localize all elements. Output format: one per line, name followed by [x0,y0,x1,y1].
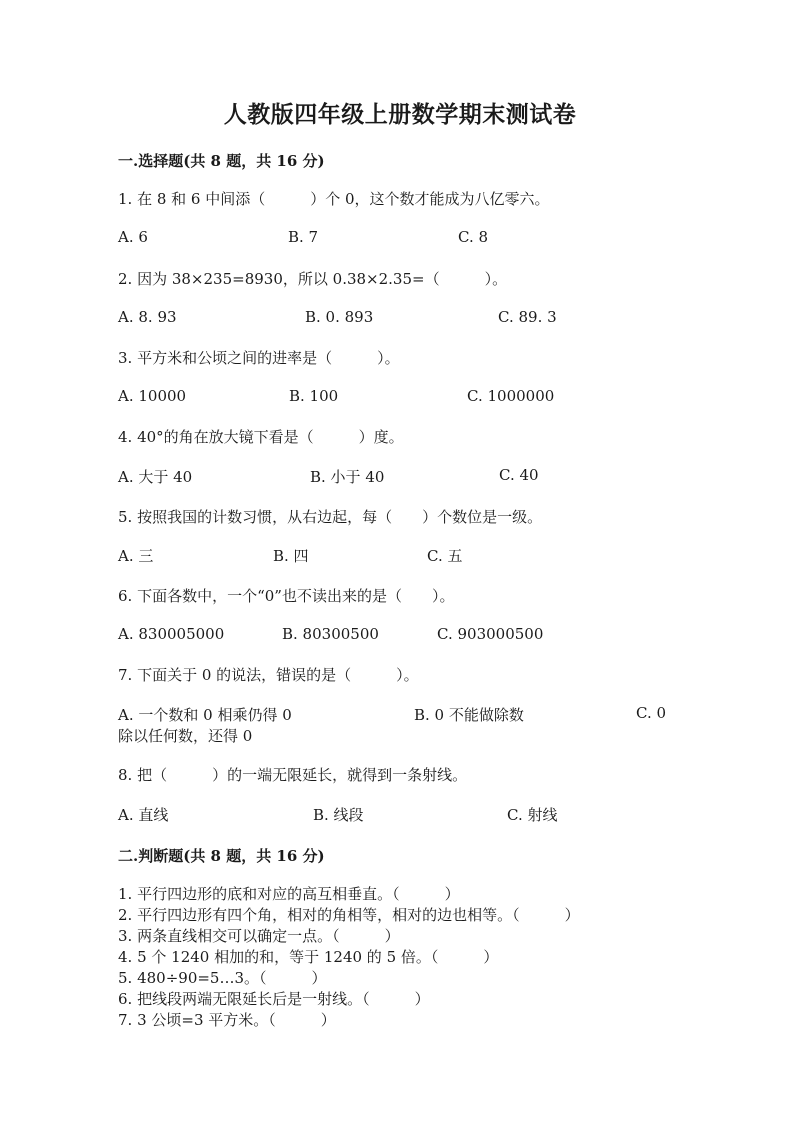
judgment-item-2: 2. 平行四边形有四个角，相对的角相等，相对的边也相等。（ ） [118,906,580,924]
question-5-option-c: C. 五 [427,547,463,565]
question-4: 4. 40°的角在放大镜下看是（ ）度。 [118,428,404,446]
question-3: 3. 平方米和公顷之间的进率是（ ）。 [118,349,400,367]
question-5-option-b: B. 四 [273,547,309,565]
question-3-option-a: A. 10000 [118,387,187,405]
judgment-item-5: 5. 480÷90=5…3。（ ） [118,969,327,987]
question-2-option-c: C. 89. 3 [498,308,557,326]
question-8-option-a: A. 直线 [118,806,169,824]
question-6: 6. 下面各数中，一个“0”也不读出来的是（ ）。 [118,587,455,605]
judgment-item-7: 7. 3 公顷=3 平方米。（ ） [118,1011,336,1029]
question-8-option-b: B. 线段 [313,806,364,824]
question-3-option-c: C. 1000000 [467,387,555,405]
judgment-item-1: 1. 平行四边形的底和对应的高互相垂直。（ ） [118,885,460,903]
question-1-option-a: A. 6 [118,228,148,246]
question-7-option-a: A. 一个数和 0 相乘仍得 0 [118,706,292,724]
question-7-option-b: B. 0 不能做除数 [414,706,524,724]
question-4-option-a: A. 大于 40 [118,468,193,486]
question-1-option-c: C. 8 [458,228,489,246]
question-8: 8. 把（ ）的一端无限延长，就得到一条射线。 [118,766,468,784]
judgment-item-6: 6. 把线段两端无限延长后是一射线。（ ） [118,990,430,1008]
question-1-option-b: B. 7 [288,228,319,246]
question-4-option-c: C. 40 [499,466,539,484]
question-2-option-b: B. 0. 893 [305,308,374,326]
question-6-option-b: B. 80300500 [282,625,379,643]
question-5-option-a: A. 三 [118,547,154,565]
question-2-option-a: A. 8. 93 [118,308,177,326]
question-5: 5. 按照我国的计数习惯，从右边起，每（ ）个数位是一级。 [118,508,543,526]
section-heading-judgment: 二.判断题(共 8 题，共 16 分) [118,847,325,865]
question-6-option-c: C. 903000500 [437,625,544,643]
question-6-option-a: A. 830005000 [118,625,225,643]
question-8-option-c: C. 射线 [507,806,558,824]
question-2: 2. 因为 38×235=8930，所以 0.38×2.35=（ ）。 [118,270,508,288]
question-4-option-b: B. 小于 40 [310,468,385,486]
question-7-option-c: C. 0 [636,704,667,722]
page-title: 人教版四年级上册数学期末测试卷 [223,101,577,128]
judgment-item-4: 4. 5 个 1240 相加的和，等于 1240 的 5 倍。（ ） [118,948,499,966]
question-3-option-b: B. 100 [289,387,339,405]
judgment-item-3: 3. 两条直线相交可以确定一点。（ ） [118,927,400,945]
question-7-option-c-continuation: 除以任何数，还得 0 [118,727,253,745]
question-7: 7. 下面关于 0 的说法，错误的是（ ）。 [118,666,419,684]
section-heading-choice: 一.选择题(共 8 题，共 16 分) [118,152,325,170]
question-1: 1. 在 8 和 6 中间添（ ）个 0，这个数才能成为八亿零六。 [118,190,550,208]
